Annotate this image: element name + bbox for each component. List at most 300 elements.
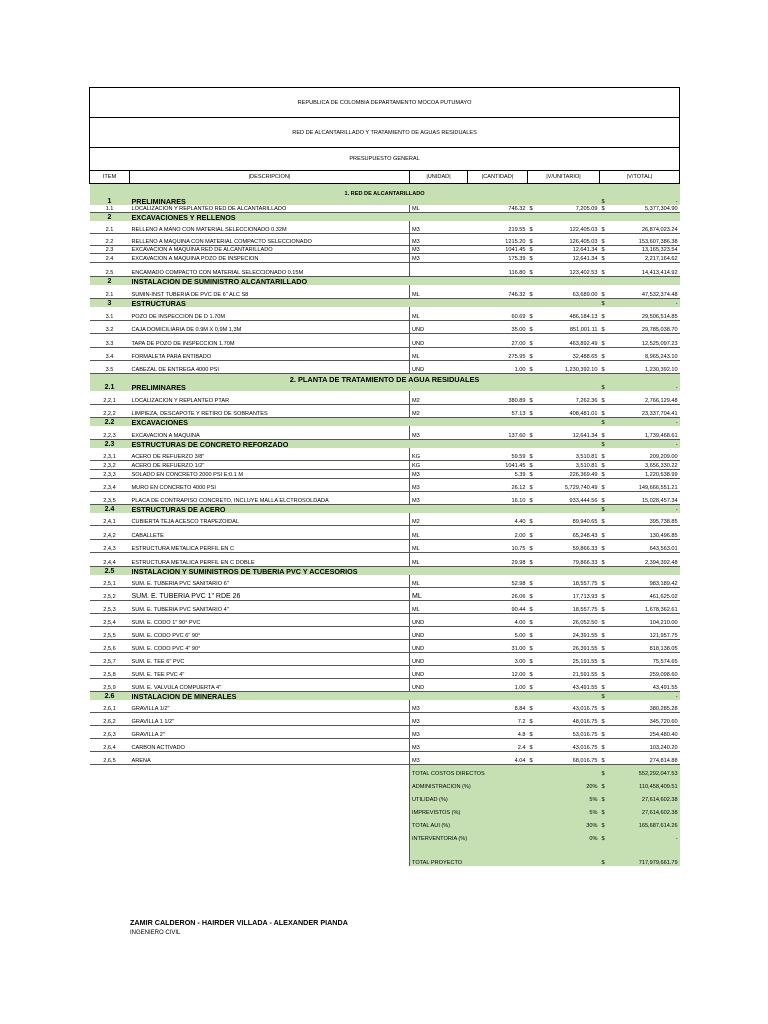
table-row <box>90 426 680 440</box>
row-unit: M3 <box>410 739 468 752</box>
row-total: 983,189.42 <box>608 575 680 588</box>
totals-label: INTERVENTORIA (%) <box>410 829 536 842</box>
row-tc: $ <box>600 588 608 601</box>
section-currency: $ <box>600 418 608 426</box>
row-total: 259,098.60 <box>608 666 680 679</box>
row-total: 1,739,468.61 <box>608 426 680 440</box>
section-currency: $ <box>600 197 608 205</box>
table-row <box>90 221 680 234</box>
row-tc: $ <box>600 479 608 492</box>
section-currency: $ <box>600 692 608 700</box>
row-unit: M3 <box>410 700 468 713</box>
row-item: 2.1 <box>90 285 130 299</box>
row-unit: M2 <box>410 391 468 405</box>
table-row <box>90 575 680 588</box>
signature-names: ZAMIR CALDERON - HAIRDER VILLADA - ALEXANDER PIANDA <box>130 918 348 927</box>
section-total <box>608 277 680 285</box>
group-heading-1: 1. RED DE ALCANTARILLADO <box>90 184 680 197</box>
row-unit-price: 463,892.49 <box>536 334 600 348</box>
row-unit: UND <box>410 321 468 334</box>
totals-row <box>90 803 680 816</box>
row-tc: $ <box>600 601 608 614</box>
budget-sheet <box>89 87 679 866</box>
section-currency: $ <box>600 440 608 448</box>
row-total: 130,496.85 <box>608 526 680 540</box>
row-unit-price: 53,016.75 <box>536 726 600 739</box>
row-uc: $ <box>528 285 536 299</box>
row-total: 380,285.28 <box>608 700 680 713</box>
row-total: 2,766,129.48 <box>608 391 680 405</box>
row-quantity: 29.98 <box>468 553 528 567</box>
row-tc: $ <box>600 321 608 334</box>
row-description: SUM. E. CODO PVC 6" 90° <box>130 627 410 640</box>
row-unit-price: 63,689.00 <box>536 285 600 299</box>
group-heading-row <box>90 374 680 383</box>
row-uc: $ <box>528 713 536 726</box>
totals-percent: 30% <box>536 816 600 829</box>
totals-percent <box>536 854 600 866</box>
row-item: 3.4 <box>90 348 130 361</box>
section-title: ESTRUCTURAS DE ACERO <box>130 505 600 513</box>
totals-label <box>410 842 536 854</box>
row-tc: $ <box>600 285 608 299</box>
row-item: 2,5,5 <box>90 627 130 640</box>
totals-percent <box>536 765 600 777</box>
row-tc: $ <box>600 679 608 692</box>
table-row <box>90 752 680 765</box>
row-tc: $ <box>600 700 608 713</box>
row-unit-price: 79,866.33 <box>536 553 600 567</box>
row-description: ACERO DE REFUERZO 3/8" <box>130 448 410 461</box>
row-unit-price: 59,866.33 <box>536 540 600 553</box>
row-unit: M3 <box>410 426 468 440</box>
section-title: ESTRUCTURAS DE CONCRETO REFORZADO <box>130 440 600 448</box>
signature-role: INGENIERO CIVIL <box>130 930 181 936</box>
table-row <box>90 205 680 213</box>
row-unit: M3 <box>410 234 468 246</box>
row-description: CUBIERTA TEJA ACESCO TRAPEZOIDAL <box>130 513 410 526</box>
totals-percent: 5% <box>536 790 600 803</box>
row-quantity: 5.00 <box>468 627 528 640</box>
row-quantity: 57.13 <box>468 405 528 418</box>
row-unit: ML <box>410 553 468 567</box>
row-unit: UND <box>410 640 468 653</box>
totals-row <box>90 842 680 854</box>
row-quantity: 16.10 <box>468 492 528 505</box>
section-total <box>608 213 680 221</box>
totals-spacer <box>90 854 410 866</box>
row-item: 2,6,1 <box>90 700 130 713</box>
section-item: 2.1 <box>90 383 130 391</box>
totals-spacer <box>90 765 410 777</box>
row-uc: $ <box>528 601 536 614</box>
row-unit: ML <box>410 348 468 361</box>
row-unit: M3 <box>410 479 468 492</box>
section-row <box>90 440 680 448</box>
row-item: 2.3 <box>90 246 130 254</box>
row-quantity: 275.95 <box>468 348 528 361</box>
row-quantity: 2.4 <box>468 739 528 752</box>
table-row <box>90 263 680 277</box>
col-item: ITEM <box>90 171 130 184</box>
row-quantity: 1.00 <box>468 361 528 374</box>
row-unit-price: 226,369.49 <box>536 470 600 479</box>
row-description: LOCALIZACION Y REPLANTEO PTAR <box>130 391 410 405</box>
section-item: 2 <box>90 277 130 285</box>
row-uc: $ <box>528 448 536 461</box>
row-unit: UND <box>410 361 468 374</box>
row-quantity: 3.00 <box>468 653 528 666</box>
row-tc: $ <box>600 246 608 254</box>
totals-currency: $ <box>600 803 608 816</box>
table-row <box>90 461 680 470</box>
row-unit-price: 43,016.75 <box>536 700 600 713</box>
row-unit-price: 26,052.50 <box>536 614 600 627</box>
row-description: SUM. E. TEE 6" PVC <box>130 653 410 666</box>
section-total: - <box>608 383 680 391</box>
row-item: 2.2 <box>90 234 130 246</box>
row-unit-price: 48,016.75 <box>536 713 600 726</box>
section-currency <box>600 213 608 221</box>
row-total: 14,413,414.92 <box>608 263 680 277</box>
col-description: |DESCRIPCION| <box>130 171 410 184</box>
totals-label: TOTAL AUI (%) <box>410 816 536 829</box>
row-description: SUM. E. TEE PVC 4" <box>130 666 410 679</box>
row-quantity: 90.44 <box>468 601 528 614</box>
row-description: SUMIN-INST TUBERIA DE PVC DE 6" ALC S8 <box>130 285 410 299</box>
row-unit-price: 65,248.43 <box>536 526 600 540</box>
row-item: 3.3 <box>90 334 130 348</box>
budget-table <box>89 87 680 866</box>
row-unit-price: 43,491.55 <box>536 679 600 692</box>
row-uc: $ <box>528 254 536 263</box>
row-tc: $ <box>600 361 608 374</box>
row-description: CARBON ACTIVADO <box>130 739 410 752</box>
row-unit: M3 <box>410 246 468 254</box>
totals-value: - <box>608 829 680 842</box>
row-unit: ML <box>410 601 468 614</box>
totals-currency: $ <box>600 777 608 790</box>
totals-row <box>90 829 680 842</box>
row-uc: $ <box>528 726 536 739</box>
row-unit-price: 851,001.11 <box>536 321 600 334</box>
row-total: 461,625.02 <box>608 588 680 601</box>
row-tc: $ <box>600 726 608 739</box>
row-unit: UND <box>410 614 468 627</box>
totals-label: TOTAL PROYECTO <box>410 854 536 866</box>
row-description: RELLENO A MANO CON MATERIAL SELECCIONADO 0.32M <box>130 221 410 234</box>
section-title: EXCAVACIONES Y RELLENOS <box>130 213 600 221</box>
section-item: 1 <box>90 197 130 205</box>
row-unit-price: 18,557.75 <box>536 575 600 588</box>
row-tc: $ <box>600 205 608 213</box>
row-item: 2.5 <box>90 263 130 277</box>
row-uc: $ <box>528 405 536 418</box>
totals-row <box>90 765 680 777</box>
totals-percent: 20% <box>536 777 600 790</box>
row-description: CAJA DOMICILIARIA DE 0.9M X 0,9M 1,3M <box>130 321 410 334</box>
row-quantity: 10.75 <box>468 540 528 553</box>
row-unit <box>410 263 468 277</box>
totals-row <box>90 790 680 803</box>
row-uc: $ <box>528 492 536 505</box>
row-total: 23,337,704.41 <box>608 405 680 418</box>
row-tc: $ <box>600 234 608 246</box>
row-quantity: 2.00 <box>468 526 528 540</box>
table-row <box>90 700 680 713</box>
row-quantity: 1.00 <box>468 679 528 692</box>
row-total: 149,666,551.21 <box>608 479 680 492</box>
row-quantity: 26.06 <box>468 588 528 601</box>
row-uc: $ <box>528 752 536 765</box>
row-uc: $ <box>528 553 536 567</box>
row-total: 2,394,392.48 <box>608 553 680 567</box>
row-tc: $ <box>600 540 608 553</box>
row-tc: $ <box>600 492 608 505</box>
section-item: 2.2 <box>90 418 130 426</box>
row-item: 2,3,4 <box>90 479 130 492</box>
section-title: INSTALACION DE SUMINISTRO ALCANTARILLADO <box>130 277 600 285</box>
row-unit-price: 933,444.56 <box>536 492 600 505</box>
totals-value <box>608 842 680 854</box>
table-row <box>90 726 680 739</box>
row-uc: $ <box>528 470 536 479</box>
totals-value: 165,687,614.26 <box>608 816 680 829</box>
totals-spacer <box>90 803 410 816</box>
table-row <box>90 307 680 321</box>
row-unit: M3 <box>410 470 468 479</box>
row-description: SOLADO EN CONCRETO 2000 PSI E:0.1 M <box>130 470 410 479</box>
row-unit: ML <box>410 307 468 321</box>
totals-spacer <box>90 777 410 790</box>
row-total: 254,480.40 <box>608 726 680 739</box>
row-unit-price: 68,016.75 <box>536 752 600 765</box>
row-tc: $ <box>600 614 608 627</box>
row-uc: $ <box>528 321 536 334</box>
row-unit: UND <box>410 666 468 679</box>
row-unit-price: 24,391.55 <box>536 627 600 640</box>
row-description: SUM. E. CODO 1" 90° PVC <box>130 614 410 627</box>
row-unit-price: 89,940.65 <box>536 513 600 526</box>
row-description: ACERO DE REFUERZO 1/2" <box>130 461 410 470</box>
section-currency: $ <box>600 299 608 307</box>
row-tc: $ <box>600 461 608 470</box>
row-item: 2,6,3 <box>90 726 130 739</box>
row-quantity: 1215.20 <box>468 234 528 246</box>
row-tc: $ <box>600 348 608 361</box>
row-description: SUM. E. TUBERIA PVC 1" RDE 26 <box>130 588 410 601</box>
row-description: PLACA DE CONTRAPISO CONCRETO, INCLUYE MALLA ELCTROSOLDADA <box>130 492 410 505</box>
totals-spacer <box>90 829 410 842</box>
row-item: 1.1 <box>90 205 130 213</box>
row-total: 2,217,164.62 <box>608 254 680 263</box>
row-total: 121,957.75 <box>608 627 680 640</box>
row-unit: M2 <box>410 513 468 526</box>
row-uc: $ <box>528 513 536 526</box>
row-quantity: 8.84 <box>468 700 528 713</box>
row-unit: ML <box>410 575 468 588</box>
row-uc: $ <box>528 461 536 470</box>
row-unit-price: 21,591.55 <box>536 666 600 679</box>
row-uc: $ <box>528 739 536 752</box>
row-uc: $ <box>528 614 536 627</box>
row-total: 1,220,538.99 <box>608 470 680 479</box>
row-item: 2,4,3 <box>90 540 130 553</box>
row-tc: $ <box>600 391 608 405</box>
section-currency <box>600 277 608 285</box>
totals-currency: $ <box>600 854 608 866</box>
table-row <box>90 348 680 361</box>
section-item: 2.6 <box>90 692 130 700</box>
row-unit-price: 3,510.81 <box>536 461 600 470</box>
section-item: 2.5 <box>90 567 130 575</box>
row-item: 2,6,2 <box>90 713 130 726</box>
row-unit-price: 408,481.01 <box>536 405 600 418</box>
totals-spacer <box>90 816 410 829</box>
row-uc: $ <box>528 263 536 277</box>
section-item: 2.4 <box>90 505 130 513</box>
row-unit: M3 <box>410 752 468 765</box>
table-row <box>90 553 680 567</box>
row-unit-price: 126,405.03 <box>536 234 600 246</box>
row-unit: UND <box>410 334 468 348</box>
row-description: SUM. E. CODO PVC 4" 90° <box>130 640 410 653</box>
header-country: REPUBLICA DE COLOMBIA DEPARTAMENTO MOCOA PUTUMAYO <box>90 88 680 118</box>
section-title: PRELIMINARES <box>130 197 600 205</box>
row-item: 2,6,4 <box>90 739 130 752</box>
table-row <box>90 739 680 752</box>
row-description: SUM. E. VALVULA COMPUERTA 4" <box>130 679 410 692</box>
row-tc: $ <box>600 426 608 440</box>
row-unit: M3 <box>410 492 468 505</box>
table-row <box>90 448 680 461</box>
row-tc: $ <box>600 513 608 526</box>
section-currency: $ <box>600 505 608 513</box>
row-unit: M3 <box>410 713 468 726</box>
row-unit-price: 5,729,740.49 <box>536 479 600 492</box>
row-quantity: 12.00 <box>468 666 528 679</box>
row-item: 2,3,2 <box>90 461 130 470</box>
row-quantity: 31.00 <box>468 640 528 653</box>
col-total: |V/TOTAL| <box>600 171 680 184</box>
row-unit: UND <box>410 627 468 640</box>
table-row <box>90 234 680 246</box>
section-row <box>90 213 680 221</box>
row-tc: $ <box>600 526 608 540</box>
row-unit: ML <box>410 526 468 540</box>
col-unit: |UNIDAD| <box>410 171 468 184</box>
section-title: EXCAVACIONES <box>130 418 600 426</box>
table-row <box>90 254 680 263</box>
col-unit-price: |V/UNITARIO| <box>528 171 600 184</box>
row-unit-price: 122,405.03 <box>536 221 600 234</box>
row-item: 2,5,8 <box>90 666 130 679</box>
row-quantity: 4.04 <box>468 752 528 765</box>
row-total: 43,491.55 <box>608 679 680 692</box>
row-quantity: 59.59 <box>468 448 528 461</box>
row-quantity: 219.55 <box>468 221 528 234</box>
table-row <box>90 627 680 640</box>
totals-currency: $ <box>600 790 608 803</box>
row-unit-price: 7,262.36 <box>536 391 600 405</box>
row-description: LIMPIEZA, DESCAPOTE Y RETIRO DE SOBRANTES <box>130 405 410 418</box>
group-heading-2: 2. PLANTA DE TRATAMIENTO DE AGUA RESIDUALES <box>90 374 680 383</box>
row-description: POZO DE INSPECCION DE D 1.70M <box>130 307 410 321</box>
row-total: 643,563.01 <box>608 540 680 553</box>
signature-block <box>130 918 348 936</box>
row-quantity: 1041.45 <box>468 246 528 254</box>
row-quantity: 5.39 <box>468 470 528 479</box>
row-tc: $ <box>600 221 608 234</box>
row-quantity: 1041.45 <box>468 461 528 470</box>
row-description: CABALLETE <box>130 526 410 540</box>
totals-percent: 0% <box>536 829 600 842</box>
totals-currency: $ <box>600 765 608 777</box>
row-unit-price: 26,391.55 <box>536 640 600 653</box>
row-item: 3.2 <box>90 321 130 334</box>
table-row <box>90 588 680 601</box>
row-description: CABEZAL DE ENTREGA 4000 PSI <box>130 361 410 374</box>
section-title: ESTRUCTURAS <box>130 299 600 307</box>
row-tc: $ <box>600 666 608 679</box>
row-total: 8,965,243.10 <box>608 348 680 361</box>
totals-spacer <box>90 842 410 854</box>
table-row <box>90 405 680 418</box>
table-row <box>90 391 680 405</box>
row-description: FORMALETA PARA ENTIBADO <box>130 348 410 361</box>
row-total: 209,209.00 <box>608 448 680 461</box>
row-unit-price: 32,488.65 <box>536 348 600 361</box>
row-quantity: 380.89 <box>468 391 528 405</box>
table-row <box>90 285 680 299</box>
row-item: 2,2,2 <box>90 405 130 418</box>
row-item: 2,5,6 <box>90 640 130 653</box>
row-item: 2,3,5 <box>90 492 130 505</box>
row-description: ENCAMADO COMPACTO CON MATERIAL SELECCIONADO 0.15M <box>130 263 410 277</box>
row-description: EXCAVACION A MAQUINA <box>130 426 410 440</box>
section-total: - <box>608 505 680 513</box>
row-unit-price: 17,713.93 <box>536 588 600 601</box>
row-unit-price: 486,184.13 <box>536 307 600 321</box>
row-total: 103,240.20 <box>608 739 680 752</box>
row-uc: $ <box>528 361 536 374</box>
table-row <box>90 653 680 666</box>
section-row <box>90 277 680 285</box>
row-quantity: 60.69 <box>468 307 528 321</box>
row-unit: ML <box>410 588 468 601</box>
row-quantity: 26.12 <box>468 479 528 492</box>
row-uc: $ <box>528 679 536 692</box>
row-total: 12,525,097.23 <box>608 334 680 348</box>
table-row <box>90 321 680 334</box>
row-description: GRAVILLA 2" <box>130 726 410 739</box>
row-unit-price: 12,641.34 <box>536 246 600 254</box>
row-item: 2,4,2 <box>90 526 130 540</box>
totals-row <box>90 816 680 829</box>
row-uc: $ <box>528 540 536 553</box>
row-quantity: 116.80 <box>468 263 528 277</box>
row-unit: ML <box>410 285 468 299</box>
row-uc: $ <box>528 653 536 666</box>
totals-value: 717,979,661.79 <box>608 854 680 866</box>
row-unit-price: 123,402.53 <box>536 263 600 277</box>
row-unit: M3 <box>410 726 468 739</box>
row-uc: $ <box>528 246 536 254</box>
row-quantity: 4.00 <box>468 614 528 627</box>
section-total: - <box>608 299 680 307</box>
row-description: GRAVILLA 1/2" <box>130 700 410 713</box>
row-tc: $ <box>600 739 608 752</box>
